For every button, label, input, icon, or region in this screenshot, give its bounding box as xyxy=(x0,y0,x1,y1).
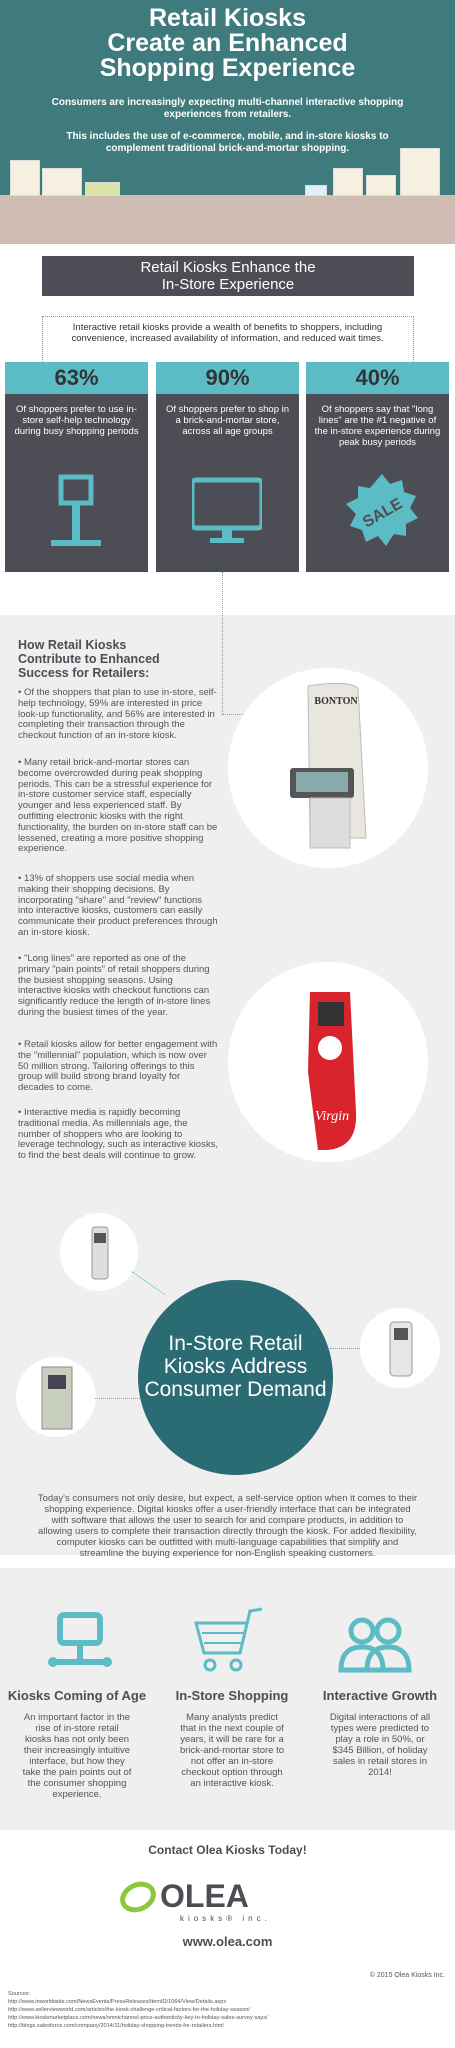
building-illustration xyxy=(10,160,40,196)
kiosk-brand: Virgin xyxy=(314,1109,350,1124)
section-heading: Retail Kiosks Enhance the In-Store Experience xyxy=(42,256,414,296)
section-intro: Interactive retail kiosks provide a wealth of benefits to shoppers, including convenience, increased availability of information, and reduced wait times. xyxy=(71,322,384,344)
benefit-text: Digital interactions of all types were predicted to play a role in 50%, or $345 Billion, of holiday sales in retail stores in 2014! xyxy=(329,1712,431,1778)
building-illustration xyxy=(305,185,327,196)
building-illustration xyxy=(333,168,363,196)
kiosk-photo-circle xyxy=(360,1308,440,1388)
bullet-item: • Retail kiosks allow for better engagement with the "millennial" population, which is now over 50 million strong. Tailoring offerings to this group will build strong brand loyalty for decades to come. xyxy=(18,1039,218,1094)
stat-text: Of shoppers say that "long lines" are the #1 negative of the in-store experience during peak busy periods xyxy=(314,404,441,448)
sources-list xyxy=(8,1990,448,2030)
benefit-text: Many analysts predict that in the next couple of years, it will be rare for a brick-and-mortar store to not offer an in-store checkout option through an interactive kiosk. xyxy=(179,1712,284,1789)
building-illustration xyxy=(85,182,120,196)
dotted-connector xyxy=(95,1398,140,1399)
kiosk-image xyxy=(228,962,428,1162)
source-link[interactable]: http://www.kioskmarketplace.com/news/omnichannel-price-authenticity-key-to-holiday-sales-survey-says/ xyxy=(8,2015,268,2021)
bullet-item: • 13% of shoppers use social media when making their shopping decisions. By incorporating "share" and "review" functions into interactive kiosks, customers can easily communicate their product preferences through an in-store kiosk. xyxy=(18,873,218,938)
stat-value: 63% xyxy=(5,362,148,394)
sale-label: SALE xyxy=(360,495,406,532)
dotted-connector xyxy=(330,1348,360,1349)
kiosk-brand: BONTON xyxy=(314,696,358,707)
kiosk-image xyxy=(228,668,428,868)
building-illustration xyxy=(400,148,440,196)
building-illustration xyxy=(366,175,396,196)
building-illustration xyxy=(42,168,82,196)
hero-banner xyxy=(0,0,455,244)
hero-text-2: This includes the use of e-commerce, mobile, and in-store kiosks to complement traditional brick-and-mortar shopping. xyxy=(66,131,389,154)
shopping-cart-icon xyxy=(190,1605,265,1680)
benefit-title: Interactive Growth xyxy=(322,1688,438,1703)
users-icon xyxy=(335,1615,415,1675)
bullet-item: • Interactive media is rapidly becoming traditional media. As millennials age, the number of shoppers who are looking to leverage technology, such as interactive kiosks, to find the best deals will continue to grow. xyxy=(18,1107,218,1162)
dotted-connector xyxy=(222,572,223,714)
kiosk-photo-circle xyxy=(16,1357,96,1437)
benefit-title: Kiosks Coming of Age xyxy=(7,1688,147,1703)
logo-name: OLEA xyxy=(160,1878,249,1914)
stat-text: Of shoppers prefer to shop in a brick-and-mortar store, across all age groups xyxy=(165,404,290,437)
contact-heading: Contact Olea Kiosks Today! xyxy=(148,1843,307,1857)
sale-tag-icon xyxy=(342,472,422,552)
kiosk-photo-circle xyxy=(228,668,428,868)
stat-value: 40% xyxy=(306,362,449,394)
kiosk-photo-circle xyxy=(228,962,428,1162)
kiosk-image xyxy=(360,1308,440,1388)
stat-card xyxy=(156,362,299,572)
benefit-text: An important factor in the rise of in-store retail kiosks has not only been their increasingly intuitive interface, but how they take the pain points out of the consumer shopping experience. xyxy=(22,1712,132,1800)
source-link[interactable]: http://www.sellerviewworld.com/articles/the-kiosk-challenge-critical-factors-for-the-holiday-season/ xyxy=(8,2007,250,2013)
benefit-column xyxy=(2,1688,152,1800)
benefit-column xyxy=(157,1688,307,1789)
bullet-item: • Many retail brick-and-mortar stores can become overcrowded during peak shopping periods. This can be a stressful experience for in-store customer service staff, especially younger and less experienced staff. By outfitting electronic kiosks with the right functionality, the burden on in-store staff can be lessened, creating a more positive shopping experience. xyxy=(18,757,218,855)
network-icon xyxy=(45,1610,115,1680)
section-title: How Retail Kiosks Contribute to Enhanced Success for Retailers: xyxy=(18,638,160,680)
stat-card xyxy=(306,362,449,572)
source-link[interactable]: http://www.inworldwide.com/NewsEvents/PressReleases/ItemID/1064/View/Details.aspx xyxy=(8,1999,227,2005)
bullet-item: • Of the shoppers that plan to use in-store, self-help technology, 59% are interested in price look-up functionality, and 56% are interested in completing their transaction through the checkout function of an in-store kiosk. xyxy=(18,687,217,742)
demand-circle: In-Store Retail Kiosks Address Consumer Demand xyxy=(138,1280,333,1475)
stat-text: Of shoppers prefer to use in-store self-help technology during busy shopping periods xyxy=(14,404,139,437)
hero-text-1: Consumers are increasingly expecting multi-channel interactive shopping experiences from retailers. xyxy=(51,97,404,120)
sources-label: Sources: xyxy=(8,1991,31,1997)
monitor-icon xyxy=(192,472,262,552)
benefit-column xyxy=(305,1688,455,1778)
copyright: © 2015 Olea Kiosks Inc. xyxy=(369,1972,445,1979)
demand-paragraph: Today's consumers not only desire, but expect, a self-service option when it comes to their shopping experience. Digital kiosks offer a user-friendly interface that can be integrated with software that allows the user to search for and compare products, in addition to allowing users to complete their transaction directly through the kiosk. For added flexibility, computer kiosks can be outfitted with multi-language capabilities that simplify and streamline the buying experience for non-English speaking customers. xyxy=(37,1493,418,1559)
bullet-item: • "Long lines" are reported as one of the primary "pain points" of retail shoppers during the busiest shopping seasons. Using interactive kiosks with checkout functions can significantly reduce the length of in-store lines during the busiest times of the year. xyxy=(18,953,211,1018)
website-link[interactable]: www.olea.com xyxy=(182,1934,273,1949)
source-link[interactable]: http://blogs.salesforce.com/company/2014/11/holiday-shopping-trends-for-retailers.html xyxy=(8,2023,224,2029)
olea-logo[interactable] xyxy=(120,1875,335,1925)
stat-card xyxy=(5,362,148,572)
kiosk-icon xyxy=(41,472,111,552)
stat-value: 90% xyxy=(156,362,299,394)
benefit-title: In-Store Shopping xyxy=(175,1688,289,1703)
kiosk-image xyxy=(16,1357,96,1437)
hero-title: Retail Kiosks Create an Enhanced Shopping Experience xyxy=(99,4,356,82)
logo-sub: kiosks® inc. xyxy=(180,1914,271,1923)
